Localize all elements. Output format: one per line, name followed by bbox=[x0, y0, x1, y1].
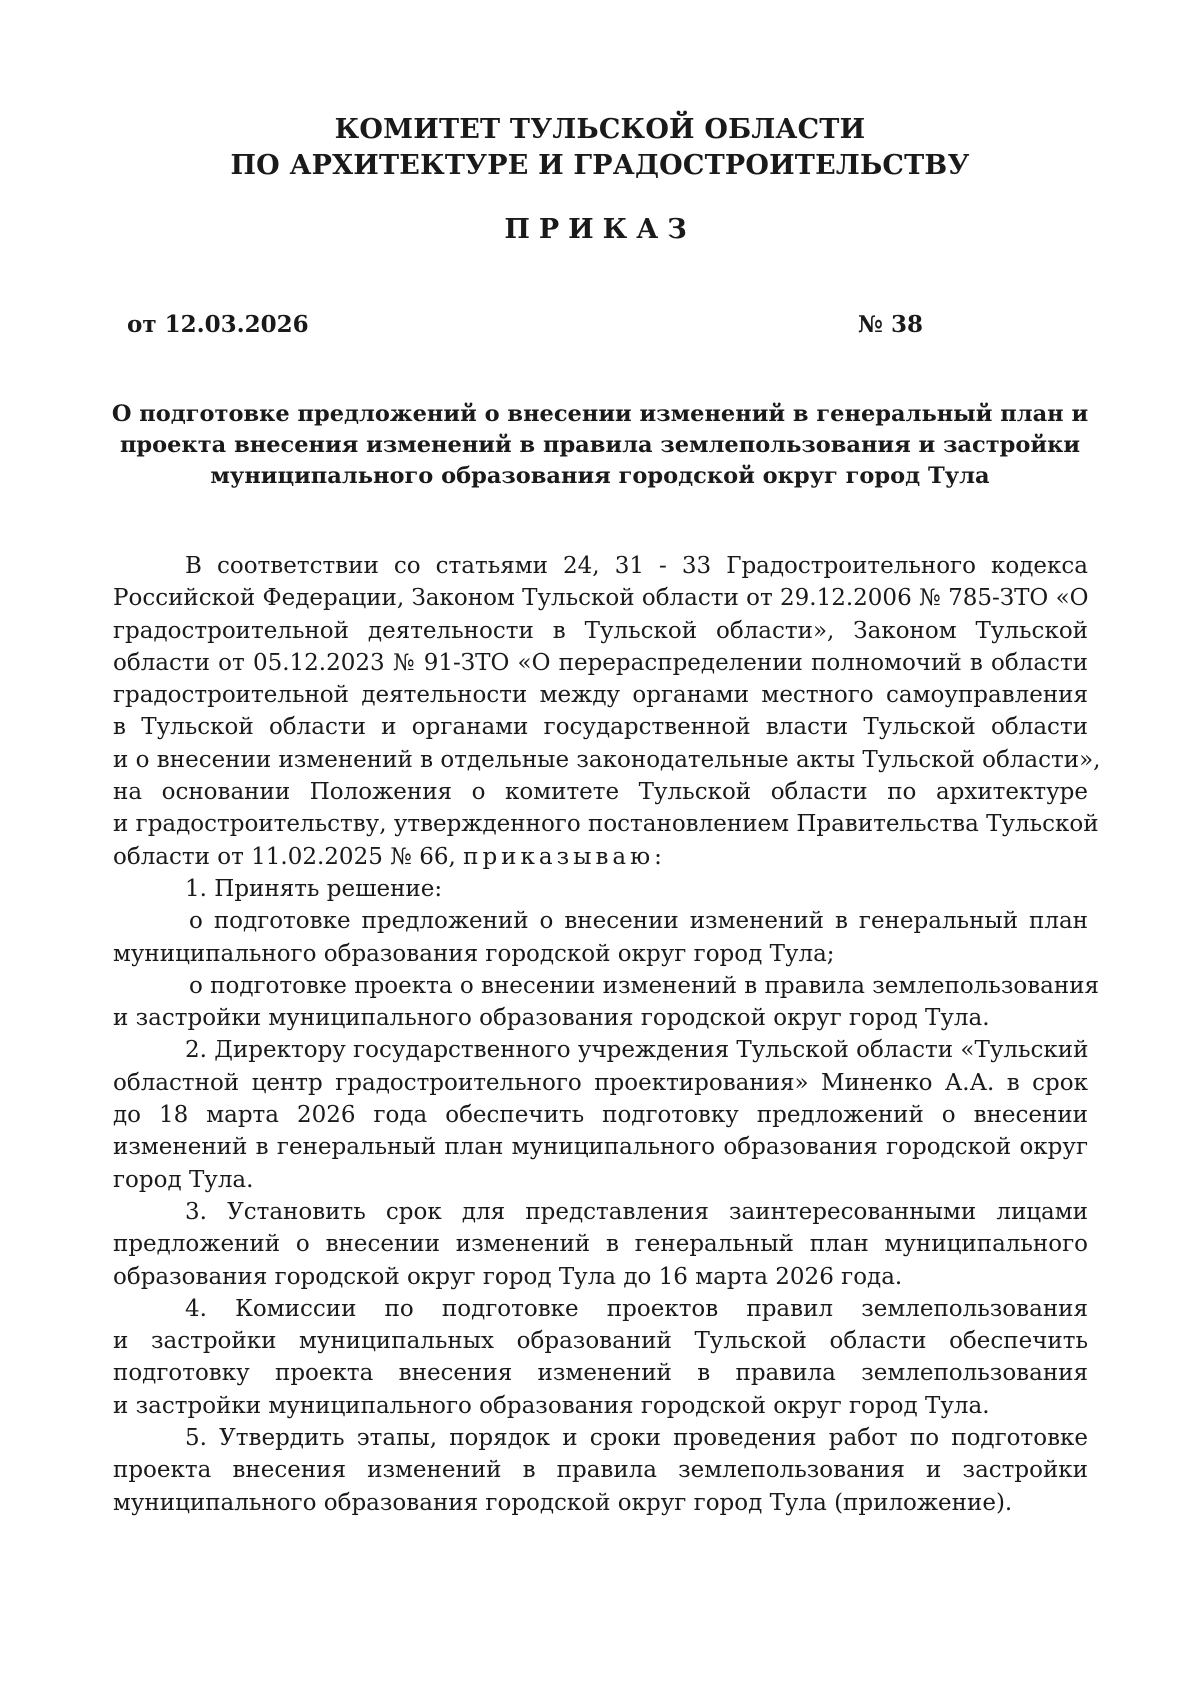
text-line: образования городской округ город Тула до 16 марта 2026 года. bbox=[113, 1263, 903, 1290]
text-line: и градостроительству, утвержденного постановлением Правительства Тульской bbox=[113, 811, 1099, 838]
text-line: 3. Установить срок для представления заинтересованными лицами bbox=[185, 1198, 1088, 1225]
order-body bbox=[113, 550, 1101, 1519]
order-title-line-1: О подготовке предложений о внесении изменений в генеральный план и bbox=[111, 401, 1089, 427]
text-line: о подготовке предложений о внесении изменений в генеральный план bbox=[189, 908, 1088, 935]
order-date: от 12.03.2026 bbox=[127, 311, 309, 338]
text-line: предложений о внесении изменений в генеральный план муниципального bbox=[113, 1231, 1088, 1258]
item-1-heading: 1. Принять решение: bbox=[185, 875, 443, 902]
text-line: до 18 марта 2026 года обеспечить подготовку предложений о внесении bbox=[113, 1102, 1088, 1129]
organization-name bbox=[0, 112, 1200, 184]
text-line: В соответствии со статьями 24, 31 - 33 Градостроительного кодекса bbox=[185, 553, 1088, 579]
text-line: области от 05.12.2023 № 91-ЗТО «О перераспределении полномочий в области bbox=[113, 649, 1088, 676]
text-line: и застройки муниципального образования городской округ город Тула. bbox=[113, 1392, 990, 1419]
order-title-line-2: проекта внесения изменений в правила землепользования и застройки bbox=[119, 432, 1081, 458]
text-line: 4. Комиссии по подготовке проектов правил землепользования bbox=[185, 1295, 1088, 1322]
text-line: подготовку проекта внесения изменений в правила землепользования bbox=[113, 1360, 1088, 1387]
text-line: и застройки муниципальных образований Тульской области обеспечить bbox=[113, 1328, 1088, 1355]
item-3 bbox=[113, 1196, 1088, 1293]
order-title bbox=[100, 399, 1100, 492]
order-number: № 38 bbox=[858, 311, 924, 338]
text-line: изменений в генеральный план муниципального образования городской округ bbox=[113, 1134, 1088, 1161]
text-line: градостроительной деятельности между органами местного самоуправления bbox=[113, 682, 1088, 709]
text-line: муниципального образования городской округ город Тула; bbox=[113, 940, 835, 967]
text-line bbox=[113, 841, 1088, 873]
item-4 bbox=[113, 1293, 1088, 1422]
document-type-heading: ПРИКАЗ bbox=[504, 214, 696, 245]
text-line: и застройки муниципального образования городской округ город Тула. bbox=[113, 1005, 990, 1032]
text-line: 5. Утвердить этапы, порядок и сроки проведения работ по подготовке bbox=[185, 1425, 1088, 1452]
text-line: областной центр градостроительного проектирования» Миненко А.А. в срок bbox=[113, 1069, 1088, 1096]
organization-name-line-2: ПО АРХИТЕКТУРЕ И ГРАДОСТРОИТЕЛЬСТВУ bbox=[230, 150, 970, 181]
preamble-last-line: области от 11.02.2025 № 66, bbox=[113, 843, 456, 870]
text-line: в Тульской области и органами государственной власти Тульской области bbox=[113, 714, 1088, 741]
item-5 bbox=[113, 1422, 1088, 1519]
text-line: Российской Федерации, Законом Тульской области от 29.12.2006 № 785-ЗТО «О bbox=[113, 585, 1089, 612]
text-line: муниципального образования городской округ город Тула (приложение). bbox=[113, 1489, 1013, 1516]
text-line: на основании Положения о комитете Тульской области по архитектуре bbox=[113, 779, 1088, 806]
text-line: город Тула. bbox=[113, 1166, 254, 1193]
item-1 bbox=[113, 873, 1100, 1034]
order-verb: приказываю: bbox=[463, 843, 666, 870]
item-2 bbox=[113, 1034, 1088, 1195]
text-line: о подготовке проекта о внесении изменений в правила землепользования bbox=[189, 972, 1100, 999]
text-line: проекта внесения изменений в правила землепользования и застройки bbox=[113, 1457, 1088, 1484]
organization-name-line-1: КОМИТЕТ ТУЛЬСКОЙ ОБЛАСТИ bbox=[334, 114, 866, 145]
order-title-line-3: муниципального образования городской округ город Тула bbox=[210, 463, 990, 489]
text-line: градостроительной деятельности в Тульской области», Законом Тульской bbox=[113, 617, 1088, 644]
text-line: 2. Директору государственного учреждения Тульской области «Тульский bbox=[185, 1037, 1089, 1064]
preamble-paragraph bbox=[113, 550, 1101, 873]
text-line: и о внесении изменений в отдельные законодательные акты Тульской области», bbox=[113, 746, 1101, 773]
